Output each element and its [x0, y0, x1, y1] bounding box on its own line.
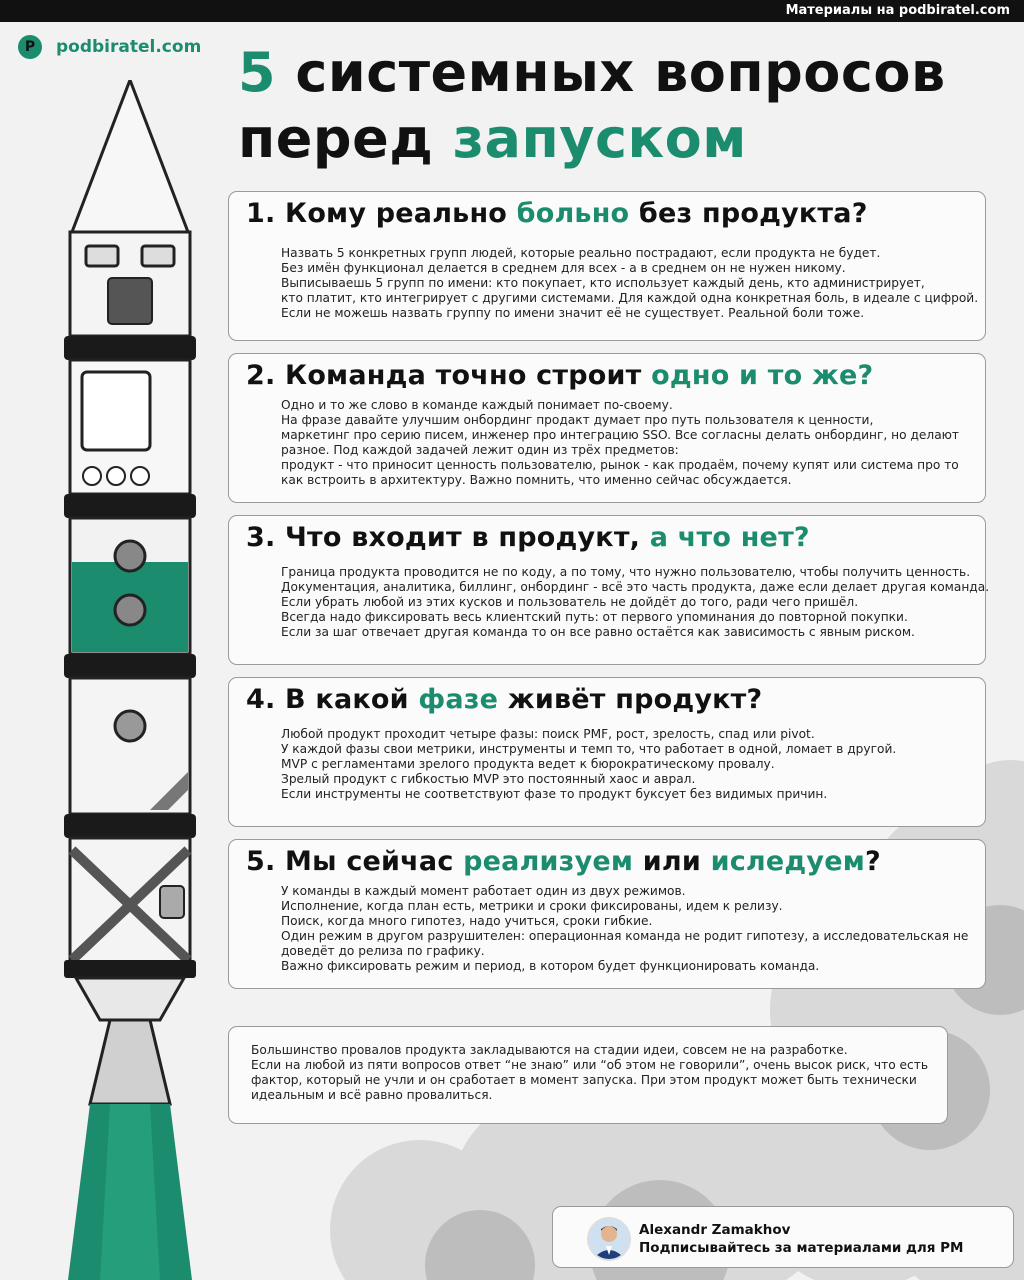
body-line: Если не можешь назвать группу по имени значит её не существует. Реальной боли тоже. — [281, 306, 865, 320]
logo-badge-icon: P — [18, 35, 42, 59]
body-line: кто платит, кто интегрирует с другими системами. Для каждой одна конкретная боль, в идеале с цифрой. — [281, 291, 979, 305]
title-line1: системных вопросов — [276, 41, 946, 104]
question-heading — [246, 684, 762, 715]
rocket-illustration — [60, 80, 210, 1280]
materials-link[interactable]: Материалы на podbiratel.com — [785, 3, 1010, 18]
question-body — [281, 727, 965, 802]
heading-text: ? — [864, 846, 881, 877]
body-line: На фразе давайте улучшим онбординг продакт думает про путь пользователя к ценности, — [281, 413, 874, 427]
author-card[interactable] — [552, 1206, 1014, 1268]
heading-accent-text: одно и то же? — [651, 360, 874, 391]
heading-text: 5. Мы сейчас — [246, 846, 464, 877]
question-card-2 — [228, 353, 986, 503]
body-line: Большинство провалов продукта закладываются на стадии идеи, совсем не на разработке. — [251, 1043, 848, 1057]
question-heading — [246, 198, 868, 229]
heading-accent-text: реализуем — [463, 846, 634, 877]
body-line: Назвать 5 конкретных групп людей, которые реально пострадают, если продукта не будет. — [281, 246, 881, 260]
body-line: как встроить в архитектуру. Важно помнить, что именно сейчас обсуждается. — [281, 473, 792, 487]
heading-text: 4. В какой — [246, 684, 419, 715]
body-line: Одно и то же слово в команде каждый понимает по-своему. — [281, 398, 673, 412]
body-line: Если за шаг отвечает другая команда то он все равно остаётся как зависимость с явным риском. — [281, 625, 915, 639]
question-heading — [246, 360, 873, 391]
avatar-icon — [589, 1219, 629, 1259]
title-line2-accent: запуском — [452, 107, 747, 170]
body-line: Выписываешь 5 групп по имени: кто покупает, кто использует каждый день, кто администрирует, — [281, 276, 925, 290]
question-card-3 — [228, 515, 990, 665]
heading-text: живёт продукт? — [498, 684, 763, 715]
heading-text: или — [633, 846, 711, 877]
body-line: Без имён функционал делается в среднем для всех - а в среднем он не нужен никому. — [281, 261, 846, 275]
question-body — [281, 398, 965, 488]
body-line: Зрелый продукт с гибкостью MVP это постоянный хаос и аврал. — [281, 772, 696, 786]
heading-text: 2. Команда точно строит — [246, 360, 652, 391]
body-line: Документация, аналитика, биллинг, онбординг - всё это часть продукта, даже если делает другая команда. — [281, 580, 990, 594]
body-line: У каждой фазы свои метрики, инструменты и темп то, что работает в одной, ломает в другой. — [281, 742, 897, 756]
avatar — [587, 1217, 631, 1261]
heading-text: 3. Что входит в продукт, — [246, 522, 650, 553]
question-body — [281, 884, 969, 974]
author-name: Alexandr Zamakhov — [639, 1222, 791, 1238]
body-line: разное. Под каждой задачей лежит один из трёх предметов: — [281, 443, 679, 457]
heading-accent-text: фазе — [418, 684, 499, 715]
question-heading — [246, 846, 881, 877]
question-card-5 — [228, 839, 986, 989]
body-line: Поиск, когда много гипотез, надо учиться, сроки гибкие. — [281, 914, 653, 928]
body-line: Любой продукт проходит четыре фазы: поиск PMF, рост, зрелость, спад или pivot. — [281, 727, 815, 741]
top-bar — [0, 0, 1024, 22]
body-line: Если инструменты не соответствуют фазе то продукт буксует без видимых причин. — [281, 787, 828, 801]
body-line: идеальным и всё равно провалиться. — [251, 1088, 493, 1102]
question-card-4 — [228, 677, 986, 827]
question-card-1 — [228, 191, 986, 341]
body-line: маркетинг про серию писем, инженер про интеграцию SSO. Все согласны делать онбординг, но делают — [281, 428, 960, 442]
body-line: фактор, который не учли и он сработает в момент запуска. При этом продукт может быть технически — [251, 1073, 917, 1087]
summary-body — [251, 1043, 928, 1103]
heading-accent-text: а что нет? — [649, 522, 810, 553]
body-line: Один режим в другом разрушителен: операционная команда не родит гипотезу, а исследовательская не — [281, 929, 969, 943]
body-line: Исполнение, когда план есть, метрики и сроки фиксированы, идем к релизу. — [281, 899, 783, 913]
question-heading — [246, 522, 810, 553]
body-line: У команды в каждый момент работает один из двух режимов. — [281, 884, 686, 898]
body-line: Если на любой из пяти вопросов ответ “не знаю” или “об этом не говорили”, очень высок риск, что есть — [251, 1058, 929, 1072]
title-number: 5 — [238, 41, 277, 104]
heading-text: 1. Кому реально — [246, 198, 517, 229]
body-line: доведёт до релиза по графику. — [281, 944, 485, 958]
question-body — [281, 565, 990, 640]
title-line2-plain: перед — [238, 107, 453, 170]
heading-accent-text: иследуем — [710, 846, 865, 877]
page-title — [238, 40, 946, 172]
body-line: Граница продукта проводится не по коду, а по тому, что нужно пользователю, чтобы получить ценность. — [281, 565, 971, 579]
body-line: MVP с регламентами зрелого продукта ведет к бюрократическому провалу. — [281, 757, 775, 771]
heading-text: без продукта? — [629, 198, 868, 229]
question-body — [281, 246, 979, 321]
logo-text: podbiratel.com — [56, 37, 202, 57]
body-line: Всегда надо фиксировать весь клиентский путь: от первого упоминания до повторной покупки. — [281, 610, 908, 624]
logo[interactable] — [18, 35, 201, 59]
heading-accent-text: больно — [516, 198, 630, 229]
body-line: продукт - что приносит ценность пользователю, рынок - как продаём, почему купят или система про то — [281, 458, 959, 472]
body-line: Если убрать любой из этих кусков и пользователь не дойдёт до того, ради чего пришёл. — [281, 595, 859, 609]
summary-card — [228, 1026, 948, 1124]
body-line: Важно фиксировать режим и период, в котором будет функционировать команда. — [281, 959, 820, 973]
author-subtitle: Подписывайтесь за материалами для PM — [639, 1240, 964, 1256]
